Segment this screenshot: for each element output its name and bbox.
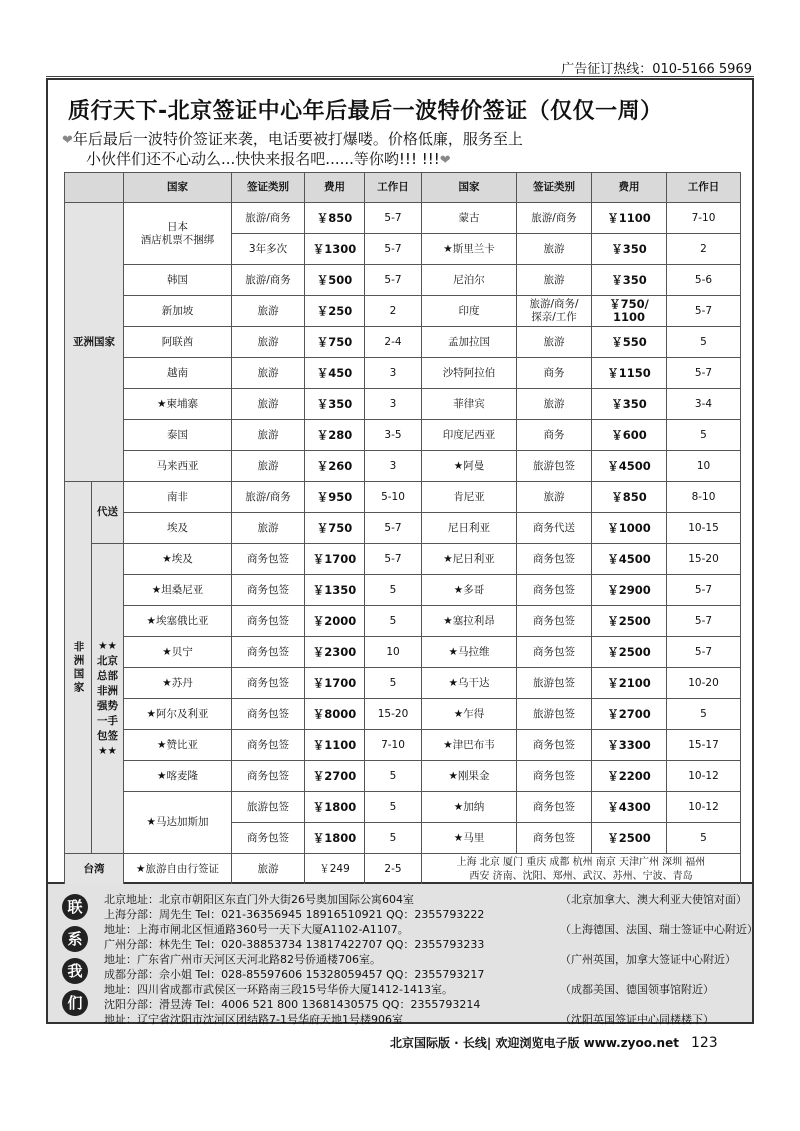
visa-type-cell: 商务包签 xyxy=(517,792,592,823)
workday-cell: 5-7 xyxy=(365,203,422,234)
country-cell: 孟加拉国 xyxy=(422,327,517,358)
visa-type-cell: 旅游 xyxy=(517,389,592,420)
country-cell: ★坦桑尼亚 xyxy=(124,575,232,606)
visa-ad-frame xyxy=(46,78,754,884)
fee-cell: ￥2500 xyxy=(592,606,667,637)
visa-type-cell: 旅游 xyxy=(232,854,305,886)
intro-line-1: 年后最后一波特价签证来袭，电话要被打爆喽。价格低廉，服务至上 xyxy=(72,130,523,148)
country-cell: 印度 xyxy=(422,296,517,327)
visa-type-cell: 旅游/商务 xyxy=(232,482,305,513)
country-cell: ★马达加斯加 xyxy=(124,792,232,854)
workday-cell: 10-20 xyxy=(667,668,741,699)
visa-type-cell: 商务包签 xyxy=(232,544,305,575)
country-cell: 印度尼西亚 xyxy=(422,420,517,451)
country-cell: ★喀麦隆 xyxy=(124,761,232,792)
table-row xyxy=(65,420,741,451)
visa-type-cell: 商务包签 xyxy=(517,606,592,637)
contact-main: 地址：广东省广州市天河区天河北路82号侨通楼706室。 xyxy=(104,953,381,966)
fee-cell: ￥250 xyxy=(305,296,365,327)
contact-note: （成都美国、德国领事馆附近） xyxy=(560,983,714,996)
fee-cell: ￥850 xyxy=(305,203,365,234)
fee-cell: ￥2300 xyxy=(305,637,365,668)
workday-cell: 10-12 xyxy=(667,761,741,792)
workday-cell: 7-10 xyxy=(667,203,741,234)
table-row xyxy=(65,668,741,699)
subgroup-agent: 代送 xyxy=(92,482,124,544)
visa-type-cell: 旅游 xyxy=(517,482,592,513)
table-row xyxy=(65,482,741,513)
subgroup-hq: ★★北京总部非洲强势一手包签★★ xyxy=(92,544,124,854)
fee-cell: ￥1350 xyxy=(305,575,365,606)
workday-cell: 5 xyxy=(365,761,422,792)
fee-cell: ￥1700 xyxy=(305,668,365,699)
table-row xyxy=(65,451,741,482)
country-cell: 阿联酋 xyxy=(124,327,232,358)
contact-line xyxy=(104,892,747,907)
contact-box xyxy=(46,884,758,1026)
heart-icon: ❤ xyxy=(62,133,73,148)
workday-cell: 10-15 xyxy=(667,513,741,544)
workday-cell: 10-12 xyxy=(667,792,741,823)
contact-main: 成都分部：佘小姐 Tel：028-85597606 15328059457 QQ：2355793217 xyxy=(104,968,485,981)
table-row xyxy=(65,575,741,606)
fee-cell: ￥2200 xyxy=(592,761,667,792)
contact-tag-char: 系 xyxy=(62,926,88,952)
fee-cell: ￥350 xyxy=(592,265,667,296)
fee-cell: ￥350 xyxy=(592,389,667,420)
fee-cell: ￥2900 xyxy=(592,575,667,606)
country-cell: ★马拉维 xyxy=(422,637,517,668)
workday-cell: 3-5 xyxy=(365,420,422,451)
workday-cell: 5 xyxy=(365,575,422,606)
country-cell: 新加坡 xyxy=(124,296,232,327)
fee-cell: ￥1300 xyxy=(305,234,365,265)
contact-main: 上海分部：周先生 Tel：021-36356945 18916510921 QQ：2355793222 xyxy=(104,908,485,921)
fee-cell: ￥750/ 1100 xyxy=(592,296,667,327)
table-row xyxy=(65,296,741,327)
hotline-divider xyxy=(46,76,754,77)
country-cell: ★尼日利亚 xyxy=(422,544,517,575)
workday-cell: 3-4 xyxy=(667,389,741,420)
contact-note: （广州英国，加拿大签证中心附近） xyxy=(560,953,736,966)
contact-tag-char: 联 xyxy=(62,894,88,920)
table-row xyxy=(65,544,741,575)
workday-cell: 5 xyxy=(667,823,741,854)
fee-cell: ￥4500 xyxy=(592,451,667,482)
workday-cell: 3 xyxy=(365,358,422,389)
country-cell: ★多哥 xyxy=(422,575,517,606)
contact-line xyxy=(104,952,736,967)
contact-main: 北京地址：北京市朝阳区东直门外大街26号奥加国际公寓604室 xyxy=(104,893,414,906)
visa-type-cell: 旅游包签 xyxy=(232,792,305,823)
workday-cell: 15-17 xyxy=(667,730,741,761)
country-cell: 南非 xyxy=(124,482,232,513)
group-asia: 亚洲国家 xyxy=(65,203,124,482)
contact-note: （上海德国、法国、瑞士签证中心附近） xyxy=(560,923,758,936)
fee-cell: ￥1800 xyxy=(305,823,365,854)
cities-note: 上海 北京 厦门 重庆 成都 杭州 南京 天津广州 深圳 福州 西安 济南、沈阳、郑州、武汉、苏州、宁波、青岛 xyxy=(422,854,741,886)
fee-cell: ￥4300 xyxy=(592,792,667,823)
contact-main: 沈阳分部：滑昱涛 Tel：4006 521 800 13681430575 QQ：2355793214 xyxy=(104,998,481,1011)
visa-type-cell: 旅游 xyxy=(232,358,305,389)
fee-cell: ￥2000 xyxy=(305,606,365,637)
country-cell: ★斯里兰卡 xyxy=(422,234,517,265)
country-cell: 沙特阿拉伯 xyxy=(422,358,517,389)
workday-cell: 5-7 xyxy=(667,575,741,606)
table-row xyxy=(65,358,741,389)
visa-type-cell: 3年多次 xyxy=(232,234,305,265)
visa-type-cell: 商务包签 xyxy=(232,606,305,637)
workday-cell: 5-6 xyxy=(667,265,741,296)
workday-cell: 8-10 xyxy=(667,482,741,513)
visa-type-cell: 商务包签 xyxy=(232,730,305,761)
visa-type-cell: 旅游 xyxy=(232,513,305,544)
country-cell: ★阿尔及利亚 xyxy=(124,699,232,730)
workday-cell: 2-4 xyxy=(365,327,422,358)
visa-type-cell: 旅游 xyxy=(232,389,305,420)
visa-type-cell: 旅游包签 xyxy=(517,668,592,699)
country-cell: 尼日利亚 xyxy=(422,513,517,544)
contact-main: 广州分部：林先生 Tel：020-38853734 13817422707 QQ：2355793233 xyxy=(104,938,485,951)
fee-cell: ￥1150 xyxy=(592,358,667,389)
col-header: 费用 xyxy=(592,173,667,203)
country-cell: ★马里 xyxy=(422,823,517,854)
country-cell: 菲律宾 xyxy=(422,389,517,420)
country-cell: ★加纳 xyxy=(422,792,517,823)
fee-cell: ￥249 xyxy=(305,854,365,886)
table-row xyxy=(65,606,741,637)
country-cell: 越南 xyxy=(124,358,232,389)
visa-type-cell: 旅游/商务 xyxy=(232,203,305,234)
fee-cell: ￥1100 xyxy=(305,730,365,761)
workday-cell: 5 xyxy=(365,606,422,637)
col-header: 费用 xyxy=(305,173,365,203)
workday-cell: 10 xyxy=(365,637,422,668)
visa-type-cell: 旅游包签 xyxy=(517,699,592,730)
fee-cell: ￥2700 xyxy=(305,761,365,792)
country-cell: ★埃塞俄比亚 xyxy=(124,606,232,637)
visa-type-cell: 商务包签 xyxy=(232,823,305,854)
workday-cell: 5-7 xyxy=(365,513,422,544)
country-cell: ★柬埔寨 xyxy=(124,389,232,420)
fee-cell: ￥280 xyxy=(305,420,365,451)
visa-type-cell: 商务包签 xyxy=(517,761,592,792)
country-cell: 尼泊尔 xyxy=(422,265,517,296)
visa-type-cell: 旅游 xyxy=(517,234,592,265)
table-row xyxy=(65,327,741,358)
workday-cell: 2 xyxy=(667,234,741,265)
contact-main: 地址：辽宁省沈阳市沈河区团结路7-1号华府天地1号楼906室 xyxy=(104,1013,403,1026)
fee-cell: ￥1700 xyxy=(305,544,365,575)
visa-type-cell: 商务包签 xyxy=(517,575,592,606)
contact-line xyxy=(104,937,484,952)
country-cell: ★乍得 xyxy=(422,699,517,730)
visa-type-cell: 旅游 xyxy=(517,327,592,358)
table-row xyxy=(65,699,741,730)
visa-type-cell: 旅游 xyxy=(232,420,305,451)
fee-cell: ￥8000 xyxy=(305,699,365,730)
fee-cell: ￥450 xyxy=(305,358,365,389)
ad-hotline: 广告征订热线：010-5166 5969 xyxy=(561,62,752,77)
table-row xyxy=(65,389,741,420)
fee-cell: ￥850 xyxy=(592,482,667,513)
contact-main: 地址：四川省成都市武侯区一环路南三段15号华侨大厦1412-1413室。 xyxy=(104,983,453,996)
visa-price-table xyxy=(64,172,741,886)
workday-cell: 5-7 xyxy=(667,637,741,668)
visa-type-cell: 商务包签 xyxy=(232,761,305,792)
country-cell: ★塞拉利昂 xyxy=(422,606,517,637)
col-header: 工作日 xyxy=(365,173,422,203)
workday-cell: 5-7 xyxy=(667,296,741,327)
workday-cell: 5-7 xyxy=(667,358,741,389)
fee-cell: ￥4500 xyxy=(592,544,667,575)
country-cell: 泰国 xyxy=(124,420,232,451)
country-cell: ★阿曼 xyxy=(422,451,517,482)
visa-type-cell: 商务代送 xyxy=(517,513,592,544)
workday-cell: 3 xyxy=(365,389,422,420)
workday-cell: 10 xyxy=(667,451,741,482)
header-corner xyxy=(65,173,124,203)
fee-cell: ￥500 xyxy=(305,265,365,296)
visa-type-cell: 旅游 xyxy=(232,451,305,482)
fee-cell: ￥1800 xyxy=(305,792,365,823)
fee-cell: ￥750 xyxy=(305,327,365,358)
workday-cell: 2-5 xyxy=(365,854,422,886)
footer-text: 北京国际版 · 长线| 欢迎浏览电子版 www.zyoo.net xyxy=(390,1036,679,1050)
contact-tag xyxy=(62,894,92,1022)
contact-tag-char: 我 xyxy=(62,958,88,984)
fee-cell: ￥1000 xyxy=(592,513,667,544)
country-cell: ★旅游自由行签证 xyxy=(124,854,232,886)
fee-cell: ￥750 xyxy=(305,513,365,544)
contact-line xyxy=(104,1012,714,1027)
visa-type-cell: 旅游/商务 xyxy=(517,203,592,234)
col-header: 签证类别 xyxy=(517,173,592,203)
workday-cell: 5-7 xyxy=(667,606,741,637)
country-cell: 韩国 xyxy=(124,265,232,296)
table-row xyxy=(65,203,741,234)
visa-type-cell: 商务包签 xyxy=(517,544,592,575)
country-cell: ★津巴布韦 xyxy=(422,730,517,761)
country-cell: 蒙古 xyxy=(422,203,517,234)
table-row xyxy=(65,637,741,668)
fee-cell: ￥2500 xyxy=(592,637,667,668)
workday-cell: 3 xyxy=(365,451,422,482)
visa-type-cell: 商务包签 xyxy=(232,637,305,668)
contact-line xyxy=(104,907,484,922)
fee-cell: ￥2700 xyxy=(592,699,667,730)
fee-cell: ￥350 xyxy=(305,389,365,420)
workday-cell: 5-7 xyxy=(365,265,422,296)
visa-type-cell: 商务包签 xyxy=(517,730,592,761)
country-cell: ★刚果金 xyxy=(422,761,517,792)
workday-cell: 5-7 xyxy=(365,234,422,265)
visa-type-cell: 旅游 xyxy=(232,327,305,358)
contact-main: 地址：上海市闸北区恒通路360号一天下大厦A1102-A1107。 xyxy=(104,923,409,936)
visa-type-cell: 商务包签 xyxy=(517,823,592,854)
group-taiwan: 台湾 xyxy=(65,854,124,886)
table-row xyxy=(65,730,741,761)
fee-cell: ￥2500 xyxy=(592,823,667,854)
fee-cell: ￥550 xyxy=(592,327,667,358)
table-row xyxy=(65,792,741,823)
col-header: 国家 xyxy=(124,173,232,203)
workday-cell: 15-20 xyxy=(667,544,741,575)
intro-text xyxy=(62,130,523,170)
table-row xyxy=(65,854,741,886)
contact-note: （北京加拿大、澳大利亚大使馆对面） xyxy=(560,893,747,906)
fee-cell: ￥350 xyxy=(592,234,667,265)
fee-cell: ￥600 xyxy=(592,420,667,451)
table-row xyxy=(65,265,741,296)
country-cell: ★赞比亚 xyxy=(124,730,232,761)
col-header: 签证类别 xyxy=(232,173,305,203)
workday-cell: 5 xyxy=(365,792,422,823)
fee-cell: ￥260 xyxy=(305,451,365,482)
visa-type-cell: 商务包签 xyxy=(232,699,305,730)
visa-type-cell: 旅游/商务/ 探亲/工作 xyxy=(517,296,592,327)
visa-type-cell: 旅游 xyxy=(232,296,305,327)
intro-line-2: 小伙伴们还不心动么...快快来报名吧......等你哟!!! !!! xyxy=(86,150,440,168)
workday-cell: 5-10 xyxy=(365,482,422,513)
workday-cell: 5 xyxy=(667,420,741,451)
country-cell: ★埃及 xyxy=(124,544,232,575)
heart-icon: ❤ xyxy=(439,153,451,168)
visa-type-cell: 旅游包签 xyxy=(517,451,592,482)
contact-line xyxy=(104,967,484,982)
visa-type-cell: 旅游/商务 xyxy=(232,265,305,296)
country-cell: ★贝宁 xyxy=(124,637,232,668)
fee-cell: ￥950 xyxy=(305,482,365,513)
workday-cell: 5 xyxy=(667,327,741,358)
visa-type-cell: 旅游 xyxy=(517,265,592,296)
page-footer xyxy=(390,1034,718,1051)
page-number: 123 xyxy=(690,1035,718,1051)
fee-cell: ￥1100 xyxy=(592,203,667,234)
workday-cell: 15-20 xyxy=(365,699,422,730)
contact-line xyxy=(104,922,758,937)
contact-line xyxy=(104,982,714,997)
table-row xyxy=(65,513,741,544)
group-africa: 非洲国家 xyxy=(65,482,92,854)
visa-type-cell: 商务 xyxy=(517,420,592,451)
visa-type-cell: 商务 xyxy=(517,358,592,389)
fee-cell: ￥2100 xyxy=(592,668,667,699)
country-cell: 日本 酒店机票不捆绑 xyxy=(124,203,232,265)
country-cell: 埃及 xyxy=(124,513,232,544)
fee-cell: ￥3300 xyxy=(592,730,667,761)
country-cell: 肯尼亚 xyxy=(422,482,517,513)
table-header-row xyxy=(65,173,741,203)
country-cell: ★乌干达 xyxy=(422,668,517,699)
country-cell: ★苏丹 xyxy=(124,668,232,699)
contact-tag-char: 们 xyxy=(62,990,88,1016)
page-title: 质行天下-北京签证中心年后最后一波特价签证（仅仅一周） xyxy=(68,99,663,124)
col-header: 国家 xyxy=(422,173,517,203)
workday-cell: 2 xyxy=(365,296,422,327)
visa-type-cell: 商务包签 xyxy=(232,668,305,699)
workday-cell: 5 xyxy=(667,699,741,730)
country-cell: 马来西亚 xyxy=(124,451,232,482)
col-header: 工作日 xyxy=(667,173,741,203)
table-row xyxy=(65,761,741,792)
workday-cell: 7-10 xyxy=(365,730,422,761)
workday-cell: 5 xyxy=(365,668,422,699)
contact-line xyxy=(104,997,480,1012)
visa-type-cell: 商务包签 xyxy=(232,575,305,606)
workday-cell: 5 xyxy=(365,823,422,854)
visa-type-cell: 商务包签 xyxy=(517,637,592,668)
workday-cell: 5-7 xyxy=(365,544,422,575)
contact-note: （沈阳英国签证中心同楼楼下） xyxy=(560,1013,714,1026)
